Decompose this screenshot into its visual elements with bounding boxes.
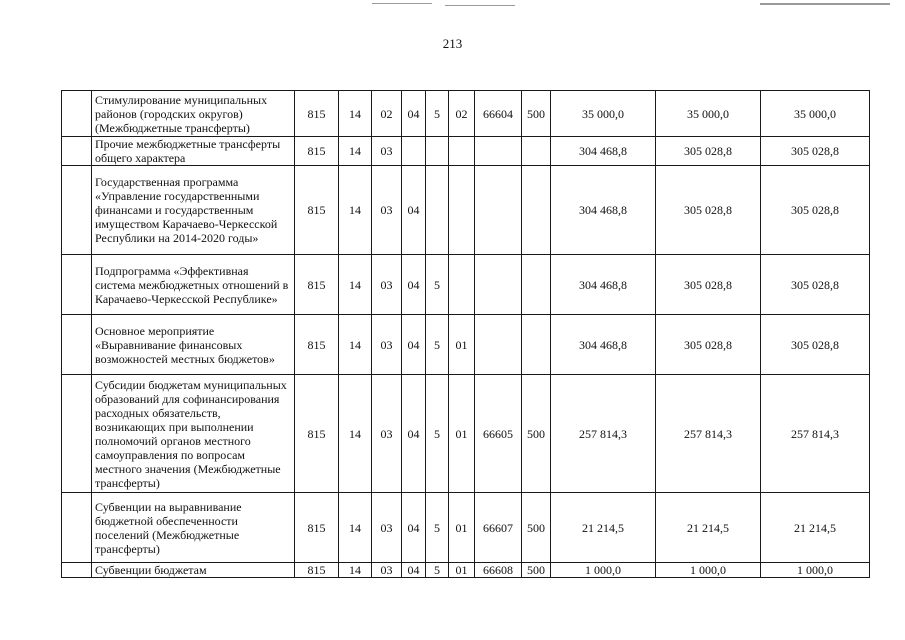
amount-cell-2: 305 028,8 bbox=[656, 166, 761, 255]
amount-cell-2: 305 028,8 bbox=[656, 315, 761, 375]
table-row bbox=[62, 563, 870, 578]
amount-cell-3: 305 028,8 bbox=[761, 137, 870, 166]
event-code-cell: 01 bbox=[449, 375, 475, 493]
expense-type-code-cell: 500 bbox=[522, 563, 551, 578]
amount-cell-1: 35 000,0 bbox=[551, 91, 656, 137]
table-body bbox=[62, 91, 870, 578]
ministry-code-cell: 815 bbox=[295, 166, 339, 255]
event-code-cell: 01 bbox=[449, 315, 475, 375]
program-code-cell bbox=[402, 137, 426, 166]
table-row bbox=[62, 375, 870, 493]
expense-name-cell: Подпрограмма «Эффективная система межбюджетных отношений в Карачаево-Черкесской Республике» bbox=[92, 255, 295, 315]
direction-code-cell: 66607 bbox=[475, 493, 522, 563]
subsection-code-cell: 03 bbox=[372, 563, 402, 578]
ministry-code-cell: 815 bbox=[295, 563, 339, 578]
section-code-cell: 14 bbox=[339, 255, 372, 315]
expense-type-code-cell bbox=[522, 315, 551, 375]
subsection-code-cell: 03 bbox=[372, 493, 402, 563]
section-code-cell: 14 bbox=[339, 137, 372, 166]
amount-cell-3: 1 000,0 bbox=[761, 563, 870, 578]
program-code-cell: 04 bbox=[402, 91, 426, 137]
event-code-cell: 01 bbox=[449, 563, 475, 578]
scan-artifact-line bbox=[760, 3, 890, 5]
event-code-cell bbox=[449, 137, 475, 166]
amount-cell-2: 21 214,5 bbox=[656, 493, 761, 563]
ministry-code-cell: 815 bbox=[295, 375, 339, 493]
ministry-code-cell: 815 bbox=[295, 315, 339, 375]
section-code-cell: 14 bbox=[339, 563, 372, 578]
amount-cell-3: 257 814,3 bbox=[761, 375, 870, 493]
amount-cell-3: 305 028,8 bbox=[761, 255, 870, 315]
expense-type-code-cell: 500 bbox=[522, 493, 551, 563]
program-code-cell: 04 bbox=[402, 375, 426, 493]
expense-type-code-cell: 500 bbox=[522, 91, 551, 137]
subsection-code-cell: 03 bbox=[372, 375, 402, 493]
blank-cell bbox=[62, 255, 92, 315]
expense-type-code-cell: 500 bbox=[522, 375, 551, 493]
budget-table bbox=[61, 90, 870, 578]
subprogram-code-cell: 5 bbox=[426, 315, 449, 375]
event-code-cell: 01 bbox=[449, 493, 475, 563]
table-row bbox=[62, 493, 870, 563]
expense-name-cell: Субвенции бюджетам bbox=[92, 563, 295, 578]
amount-cell-2: 35 000,0 bbox=[656, 91, 761, 137]
ministry-code-cell: 815 bbox=[295, 255, 339, 315]
subprogram-code-cell: 5 bbox=[426, 91, 449, 137]
blank-cell bbox=[62, 375, 92, 493]
section-code-cell: 14 bbox=[339, 375, 372, 493]
blank-cell bbox=[62, 493, 92, 563]
event-code-cell bbox=[449, 166, 475, 255]
ministry-code-cell: 815 bbox=[295, 91, 339, 137]
expense-name-cell: Субсидии бюджетам муниципальных образований для софинансирования расходных обязательств, возникающих при выполнении полномочий органов местного самоуправления по вопросам местного значения (Межбюджетные трансферты) bbox=[92, 375, 295, 493]
amount-cell-3: 35 000,0 bbox=[761, 91, 870, 137]
direction-code-cell: 66604 bbox=[475, 91, 522, 137]
program-code-cell: 04 bbox=[402, 166, 426, 255]
amount-cell-1: 304 468,8 bbox=[551, 255, 656, 315]
amount-cell-1: 304 468,8 bbox=[551, 137, 656, 166]
subprogram-code-cell bbox=[426, 166, 449, 255]
table-row bbox=[62, 315, 870, 375]
amount-cell-1: 304 468,8 bbox=[551, 166, 656, 255]
expense-type-code-cell bbox=[522, 137, 551, 166]
amount-cell-1: 304 468,8 bbox=[551, 315, 656, 375]
table-row bbox=[62, 91, 870, 137]
event-code-cell bbox=[449, 255, 475, 315]
scan-artifact-line bbox=[372, 3, 432, 4]
subprogram-code-cell: 5 bbox=[426, 493, 449, 563]
expense-type-code-cell bbox=[522, 255, 551, 315]
subsection-code-cell: 03 bbox=[372, 315, 402, 375]
blank-cell bbox=[62, 315, 92, 375]
amount-cell-2: 1 000,0 bbox=[656, 563, 761, 578]
direction-code-cell bbox=[475, 166, 522, 255]
expense-name-cell: Прочие межбюджетные трансферты общего характера bbox=[92, 137, 295, 166]
ministry-code-cell: 815 bbox=[295, 137, 339, 166]
ministry-code-cell: 815 bbox=[295, 493, 339, 563]
program-code-cell: 04 bbox=[402, 563, 426, 578]
program-code-cell: 04 bbox=[402, 255, 426, 315]
expense-name-cell: Основное мероприятие «Выравнивание финансовых возможностей местных бюджетов» bbox=[92, 315, 295, 375]
subsection-code-cell: 02 bbox=[372, 91, 402, 137]
subsection-code-cell: 03 bbox=[372, 166, 402, 255]
subprogram-code-cell: 5 bbox=[426, 255, 449, 315]
expense-name-cell: Стимулирование муниципальных районов (городских округов) (Межбюджетные трансферты) bbox=[92, 91, 295, 137]
amount-cell-1: 21 214,5 bbox=[551, 493, 656, 563]
blank-cell bbox=[62, 137, 92, 166]
scan-artifact-line bbox=[445, 5, 515, 6]
blank-cell bbox=[62, 563, 92, 578]
direction-code-cell bbox=[475, 315, 522, 375]
direction-code-cell: 66605 bbox=[475, 375, 522, 493]
blank-cell bbox=[62, 91, 92, 137]
amount-cell-1: 1 000,0 bbox=[551, 563, 656, 578]
expense-name-cell: Государственная программа «Управление государственными финансами и государственным имуществом Карачаево-Черкесской Республики на 2014-2020 годы» bbox=[92, 166, 295, 255]
expense-type-code-cell bbox=[522, 166, 551, 255]
amount-cell-2: 305 028,8 bbox=[656, 255, 761, 315]
subsection-code-cell: 03 bbox=[372, 255, 402, 315]
amount-cell-3: 305 028,8 bbox=[761, 315, 870, 375]
direction-code-cell bbox=[475, 137, 522, 166]
amount-cell-2: 305 028,8 bbox=[656, 137, 761, 166]
expense-name-cell: Субвенции на выравнивание бюджетной обеспеченности поселений (Межбюджетные трансферты) bbox=[92, 493, 295, 563]
section-code-cell: 14 bbox=[339, 315, 372, 375]
program-code-cell: 04 bbox=[402, 493, 426, 563]
page-number: 213 bbox=[442, 36, 463, 51]
subprogram-code-cell: 5 bbox=[426, 375, 449, 493]
amount-cell-3: 21 214,5 bbox=[761, 493, 870, 563]
direction-code-cell: 66608 bbox=[475, 563, 522, 578]
amount-cell-3: 305 028,8 bbox=[761, 166, 870, 255]
event-code-cell: 02 bbox=[449, 91, 475, 137]
table-row bbox=[62, 137, 870, 166]
blank-cell bbox=[62, 166, 92, 255]
program-code-cell: 04 bbox=[402, 315, 426, 375]
section-code-cell: 14 bbox=[339, 493, 372, 563]
subprogram-code-cell bbox=[426, 137, 449, 166]
amount-cell-2: 257 814,3 bbox=[656, 375, 761, 493]
section-code-cell: 14 bbox=[339, 166, 372, 255]
amount-cell-1: 257 814,3 bbox=[551, 375, 656, 493]
section-code-cell: 14 bbox=[339, 91, 372, 137]
table-row bbox=[62, 255, 870, 315]
table-row bbox=[62, 166, 870, 255]
subprogram-code-cell: 5 bbox=[426, 563, 449, 578]
subsection-code-cell: 03 bbox=[372, 137, 402, 166]
direction-code-cell bbox=[475, 255, 522, 315]
